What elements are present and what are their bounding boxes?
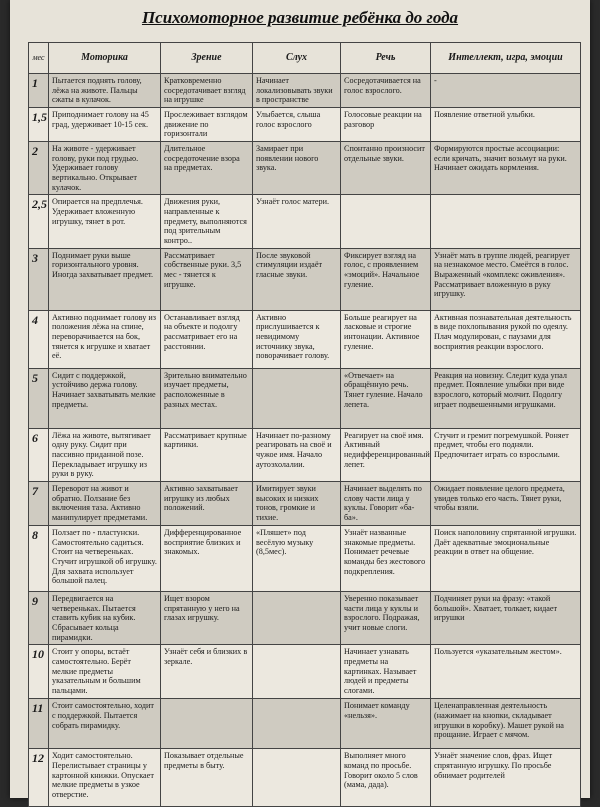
motor-cell: На животе - удерживает голову, руки под грудью. Удерживает голову вертикально. Открывает кулачок. <box>49 142 161 195</box>
vision-cell: Дифференцированное восприятие близких и знакомых. <box>161 526 253 592</box>
motor-cell: Ходит самостоятельно. Перелистывает страницы у картонной книжки. Опускает мелкие предметы в узкое отверстие. <box>49 749 161 807</box>
motor-cell: Лёжа на животе, вытягивает одну руку. Сидит при пассивно приданной позе. Перекладывает игрушку из руки в руку. <box>49 428 161 481</box>
month-cell: 2,5 <box>29 195 49 248</box>
vision-cell: Узнаёт себя и близких в зеркале. <box>161 645 253 699</box>
hearing-cell <box>253 699 341 749</box>
motor-cell: Сидит с поддержкой, устойчиво держа голову. Начинает захватывать мелкие предметы. <box>49 368 161 428</box>
vision-cell: Останавливает взгляд на объекте и подолгу рассматривает его на расстоянии. <box>161 310 253 368</box>
intellect-cell: Ожидает появление целого предмета, увидев только его часть. Тянет руки, чтобы взяли. <box>431 482 581 526</box>
table-row <box>29 428 581 481</box>
vision-cell: Рассматривает собственные руки. 3,5 мес - тянется к игрушке. <box>161 248 253 310</box>
vision-cell: Длительное сосредоточение взора на предметах. <box>161 142 253 195</box>
vision-cell: Прослеживает взглядом движение по горизонтали <box>161 108 253 142</box>
hearing-cell: Имитирует звуки высоких и низких тонов, громкие и тихие. <box>253 482 341 526</box>
speech-cell: Уверенно показывает части лица у куклы и взрослого. Подражая, учит новые слоги. <box>341 592 431 645</box>
month-cell: 3 <box>29 248 49 310</box>
hearing-cell: Начинает локализовывать звуки в пространстве <box>253 74 341 108</box>
vision-cell <box>161 699 253 749</box>
hearing-cell <box>253 592 341 645</box>
intellect-cell: Стучит и гремит погремушкой. Роняет предмет, чтобы его подняли. Предпочитает играть со взрослыми. <box>431 428 581 481</box>
speech-cell: Понимает команду «нельзя». <box>341 699 431 749</box>
speech-cell: Больше реагирует на ласковые и строгие интонации. Активное гуление. <box>341 310 431 368</box>
page-title: Психомоторное развитие ребёнка до года <box>141 8 459 27</box>
hearing-cell <box>253 368 341 428</box>
motor-cell: Переворот на живот и обратно. Ползание без включения таза. Активно манипулирует предметами. <box>49 482 161 526</box>
motor-cell: Активно поднимает голову из положения лёжа на спине, переворачивается на бок, тянется к игрушке и хватает её. <box>49 310 161 368</box>
intellect-cell: Формируются простые ассоциации: если кричать, значит возьмут на руки. Начинает ожидать кормления. <box>431 142 581 195</box>
table-row <box>29 195 581 248</box>
month-cell: 7 <box>29 482 49 526</box>
intellect-cell: Целенаправленная деятельность (нажимает на кнопки, складывает игрушки в коробку). Машет рукой на прощание. Играет с мячом. <box>431 699 581 749</box>
vision-cell: Движения руки, направленные к предмету, выполняются под зрительным контро.. <box>161 195 253 248</box>
motor-cell: Ползает по - пластунски. Самостоятельно садиться. Стоит на четвереньках. Стучит игрушкой об игрушку. Для захвата использует большой палец. <box>49 526 161 592</box>
table-row <box>29 749 581 807</box>
month-cell: 11 <box>29 699 49 749</box>
hearing-cell: После звуковой стимуляции издаёт гласные звуки. <box>253 248 341 310</box>
motor-cell: Стоит у опоры, встаёт самостоятельно. Берёт мелкие предметы указательным и большим пальцами. <box>49 645 161 699</box>
vision-cell: Ищет взором спрятанную у него на глазах игрушку. <box>161 592 253 645</box>
hearing-cell: Узнаёт голос матери. <box>253 195 341 248</box>
vision-cell: Активно захватывает игрушку из любых положений. <box>161 482 253 526</box>
header-motor: Моторика <box>49 43 161 74</box>
speech-cell <box>341 195 431 248</box>
intellect-cell: - <box>431 74 581 108</box>
motor-cell: Пытается поднять голову, лёжа на животе. Пальцы сжаты в кулачок. <box>49 74 161 108</box>
table-row <box>29 310 581 368</box>
table-row <box>29 699 581 749</box>
intellect-cell: Пользуется «указательным жестом». <box>431 645 581 699</box>
intellect-cell: Реакция на новизну. Следит куда упал предмет. Появление улыбки при виде взрослого, который молчит. Подолгу играет подвешенными игрушками. <box>431 368 581 428</box>
hearing-cell: Активно прислушивается к невидимому источнику звука, поворачивает голову. <box>253 310 341 368</box>
table-row <box>29 108 581 142</box>
table-header-row <box>29 43 581 74</box>
intellect-cell: Узнаёт значение слов, фраз. Ищет спрятанную игрушку. По просьбе обнимает родителей <box>431 749 581 807</box>
speech-cell: Узнаёт названные знакомые предметы. Понимает речевые команды без жестового подкрепления. <box>341 526 431 592</box>
speech-cell: Голосовые реакции на разговор <box>341 108 431 142</box>
hearing-cell <box>253 645 341 699</box>
hearing-cell: Начинает по-разному реагировать на своё и чужое имя. Начало аутоэхолалии. <box>253 428 341 481</box>
hearing-cell: Замирает при появлении нового звука. <box>253 142 341 195</box>
speech-cell: «Отвечает» на обращённую речь. Тянет гуление. Начало лепета. <box>341 368 431 428</box>
table-row <box>29 482 581 526</box>
header-month: мес <box>29 43 49 74</box>
motor-cell: Приподнимает голову на 45 град, удерживает 10-15 сек. <box>49 108 161 142</box>
intellect-cell: Появление ответной улыбки. <box>431 108 581 142</box>
speech-cell: Сосредотачивается на голос взрослого. <box>341 74 431 108</box>
speech-cell: Фиксирует взгляд на голос, с проявлением «эмоций». Начальное гуление. <box>341 248 431 310</box>
month-cell: 9 <box>29 592 49 645</box>
month-cell: 6 <box>29 428 49 481</box>
table-row <box>29 645 581 699</box>
table-row <box>29 248 581 310</box>
table-row <box>29 74 581 108</box>
intellect-cell <box>431 195 581 248</box>
month-cell: 2 <box>29 142 49 195</box>
hearing-cell <box>253 749 341 807</box>
vision-cell: Зрительно внимательно изучает предметы, расположенные в разных местах. <box>161 368 253 428</box>
vision-cell: Показывает отдельные предметы в быту. <box>161 749 253 807</box>
month-cell: 10 <box>29 645 49 699</box>
month-cell: 8 <box>29 526 49 592</box>
intellect-cell: Активная познавательная деятельность в виде похлопывания рукой по одеялу. Плач модулирован, с паузами для восприятия реакции взрослого. <box>431 310 581 368</box>
motor-cell: Поднимает руки выше горизонтального уровня. Иногда захватывает предмет. <box>49 248 161 310</box>
vision-cell: Кратковременно сосредотачивает взгляд на игрушке <box>161 74 253 108</box>
motor-cell: Стоит самостоятельно, ходит с поддержкой. Пытается собрать пирамидку. <box>49 699 161 749</box>
month-cell: 1 <box>29 74 49 108</box>
table-row <box>29 592 581 645</box>
header-hearing: Слух <box>253 43 341 74</box>
hearing-cell: «Пляшет» под весёлую музыку (8,5мес). <box>253 526 341 592</box>
speech-cell: Начинает выделять по слову части лица у куклы. Говорит «ба-ба». <box>341 482 431 526</box>
intellect-cell: Подчиняет руки на фразу: «такой большой». Хватает, толкает, кидает игрушки <box>431 592 581 645</box>
document-sheet <box>10 0 590 798</box>
header-intellect: Интеллект, игра, эмоции <box>431 43 581 74</box>
speech-cell: Спонтанно произносит отдельные звуки. <box>341 142 431 195</box>
header-vision: Зрение <box>161 43 253 74</box>
month-cell: 4 <box>29 310 49 368</box>
table-row <box>29 526 581 592</box>
hearing-cell: Улыбается, слыша голос взрослого <box>253 108 341 142</box>
motor-cell: Опирается на предплечья. Удерживает вложенную игрушку, тянет в рот. <box>49 195 161 248</box>
motor-cell: Передвигается на четвереньках. Пытается ставить кубик на кубик. Сбрасывает кольца пирамидки. <box>49 592 161 645</box>
speech-cell: Начинает узнавать предметы на картинках. Называет людей и предметы слогами. <box>341 645 431 699</box>
month-cell: 1,5 <box>29 108 49 142</box>
intellect-cell: Узнаёт мать в группе людей, реагирует на незнакомое место. Смеётся в голос. Выраженный «комплекс оживления». Рассматривает вложенную в руку игрушку. <box>431 248 581 310</box>
vision-cell: Рассматривает крупные картинки. <box>161 428 253 481</box>
month-cell: 12 <box>29 749 49 807</box>
speech-cell: Реагирует на своё имя. Активный недифференцированный лепет. <box>341 428 431 481</box>
header-speech: Речь <box>341 43 431 74</box>
table-row <box>29 368 581 428</box>
table-row <box>29 142 581 195</box>
development-table <box>28 42 581 807</box>
speech-cell: Выполняет много команд по просьбе. Говорит около 5 слов (мама, дада). <box>341 749 431 807</box>
month-cell: 5 <box>29 368 49 428</box>
intellect-cell: Поиск наполовину спрятанной игрушки. Даёт адекватные эмоциональные реакции в ответ на общение. <box>431 526 581 592</box>
